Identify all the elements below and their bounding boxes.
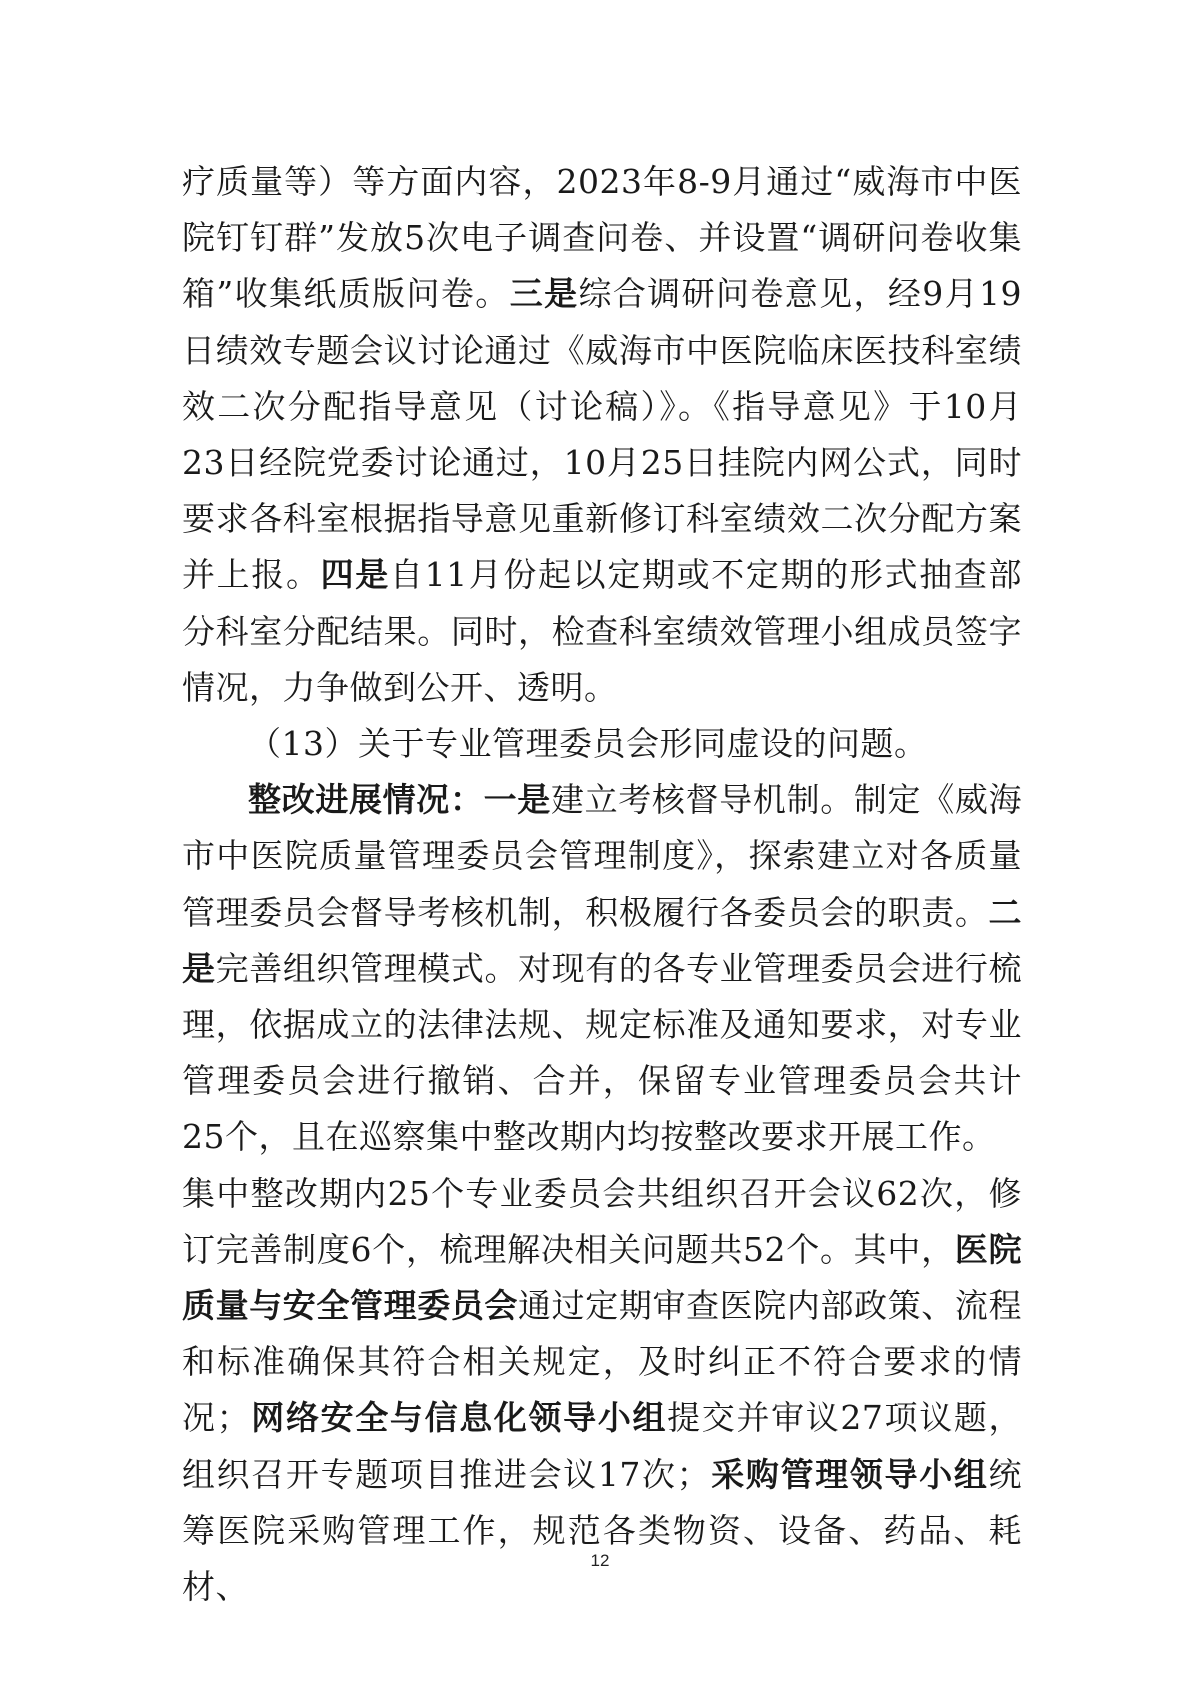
bold-text-run: 医院质量与安全管理委员会 (182, 1229, 1022, 1326)
text-run: 建立考核督导机制。制定《威海市中医院质量管理委员会管理制度》，探索建立对各质量管理委员会督导考核机制，积极履行各委员会的职责。 (182, 780, 1023, 932)
text-run: 自11月份起以定期或不定期的形式抽查部分科室分配结果。同时，检查科室绩效管理小组成员签字情况，力争做到公开、透明。 (182, 555, 1023, 707)
page-number: 12 (590, 1551, 610, 1570)
paragraph (182, 154, 1022, 716)
bold-text-run: 三是 (509, 274, 579, 314)
text-run: （13）关于专业管理委员会形同虚设的问题。 (248, 724, 928, 764)
paragraph (182, 716, 1022, 772)
bold-text-run: 网络安全与信息化领导小组 (250, 1398, 668, 1438)
text-run: 疗质量等）等方面内容，2023年8-9月通过“威海市中医院钉钉群”发放5次电子调查问卷、并设置“调研问卷收集箱”收集纸质版问卷。 (182, 162, 1022, 314)
paragraph (182, 1166, 1022, 1616)
bold-text-run: 一是 (483, 780, 551, 820)
bold-text-run: 四是 (320, 555, 390, 595)
bold-text-run: 二是 (182, 892, 1022, 988)
bold-text-run: 整改进展情况： (248, 780, 484, 820)
text-run: 集中整改期内25个专业委员会共组织召开会议62次，修订完善制度6个，梳理解决相关问题共52个。其中， (182, 1173, 1022, 1269)
paragraph (182, 772, 1022, 1165)
text-run: 提交并审议27项议题，组织召开专题项目推进会议17次； (182, 1398, 1023, 1494)
text-run: 通过定期审查医院内部政策、流程和标准确保其符合相关规定，及时纠正不符合要求的情况； (182, 1286, 1023, 1438)
body-text (182, 154, 1022, 1615)
bold-text-run: 采购管理领导小组 (710, 1454, 989, 1494)
text-run: 综合调研问卷意见，经9月19日绩效专题会议讨论通过《威海市中医院临床医技科室绩效二次分配指导意见（讨论稿）》。《指导意见》于10月23日经院党委讨论通过，10月25日挂院内网公式，同时要求各科室根据指导意见重新修订科室绩效二次分配方案并上报。 (182, 274, 1023, 595)
text-run: 统筹医院采购管理工作，规范各类物资、设备、药品、耗材、 (182, 1454, 1022, 1607)
text-run: 完善组织管理模式。对现有的各专业管理委员会进行梳理，依据成立的法律法规、规定标准及通知要求，对专业管理委员会进行撤销、合并，保留专业管理委员会共计25个，且在巡察集中整改期内均按整改要求开展工作。 (182, 948, 1023, 1157)
